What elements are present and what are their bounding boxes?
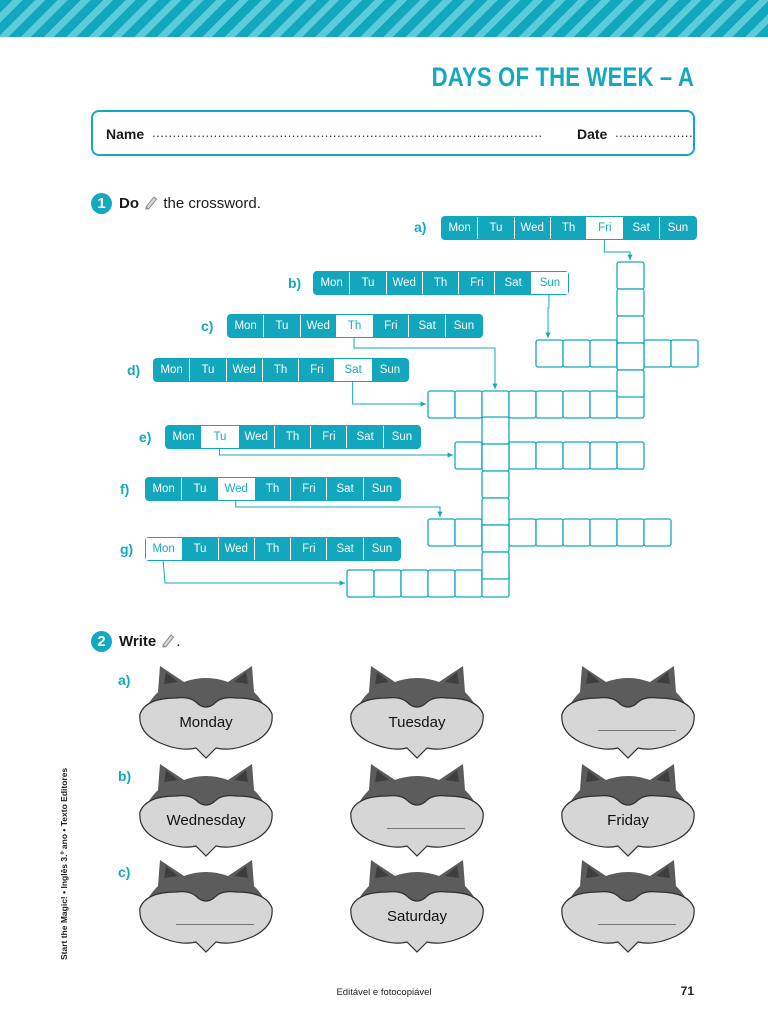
crossword-cell[interactable] [536,340,563,367]
crossword-cell[interactable] [536,391,563,418]
page-number: 71 [680,984,694,998]
crossword-cell[interactable] [509,519,536,546]
highlighted-day-cell: Mon [146,538,182,560]
fox-face [347,662,487,762]
fox-row-label: a) [118,672,131,688]
highlighted-day-cell: Tu [202,426,238,448]
fox-answer-line[interactable] [176,924,254,925]
day-cell: Sat [327,538,363,560]
fox-face [136,760,276,860]
day-cell: Sun [371,543,393,555]
highlighted-day-cell: Wed [219,478,255,500]
crossword-cell[interactable] [536,519,563,546]
crossword-cell[interactable] [671,340,698,367]
exercise-1-number: 1 [91,193,112,214]
crossword-day-row [145,537,401,561]
date-field[interactable]: ................... [615,125,694,140]
fox-face [347,760,487,860]
crossword-cell[interactable] [590,519,617,546]
fox-day-word: Saturday [386,908,448,925]
name-date-box [91,110,695,156]
crossword-cell[interactable] [428,519,455,546]
crossword-cell[interactable] [617,289,644,316]
day-cell: Th [263,359,299,381]
day-cell: Tu [182,538,218,560]
crossword-cell[interactable] [563,340,590,367]
crossword-cell[interactable] [482,552,509,579]
crossword-cell[interactable] [482,498,509,525]
connector-line [163,561,345,583]
day-cell: Th [255,478,291,500]
day-cell: Wed [301,315,337,337]
crossword-cell[interactable] [590,442,617,469]
arrow-head [437,512,442,517]
day-cell: Fri [373,315,409,337]
crossword-cell[interactable] [590,340,617,367]
arrow-head [545,333,550,338]
crossword-cell[interactable] [617,262,644,289]
crossword-day-row [165,425,421,449]
fox-day-word: Wednesday [166,812,246,829]
day-cell: Mon [166,426,202,448]
fox-day-word: Monday [179,714,233,731]
arrow-head [627,255,632,260]
crossword-cell[interactable] [617,316,644,343]
fox-face [558,856,698,956]
day-cell: Tu [182,478,218,500]
fox-row-label: c) [118,864,131,880]
day-cell: Wed [227,359,263,381]
fox-face [347,856,487,956]
fox-answer-line[interactable] [598,730,676,731]
exercise-1-instruction [119,194,261,212]
day-cell: Mon [442,217,478,239]
highlighted-day-cell: Th [337,315,373,337]
arrow-head [340,580,345,585]
exercise-2-verb: Write [119,633,157,650]
exercise-2-text: . [176,633,181,650]
day-cell: Tu [264,315,300,337]
day-cell: Th [423,272,459,294]
day-cell: Mon [146,478,182,500]
crossword-cell[interactable] [455,442,482,469]
crossword-cell[interactable] [509,442,536,469]
day-cell: Tu [190,359,226,381]
arrow-head [421,401,426,406]
crossword-row-label: g) [120,541,134,557]
highlighted-day-cell: Sat [335,359,371,381]
day-cell: Wed [239,426,275,448]
name-field[interactable]: ............................................................................................... [152,125,543,140]
crossword-cell[interactable] [428,391,455,418]
crossword-day-row [145,477,401,501]
crossword-cell[interactable] [617,343,644,370]
crossword-cell[interactable] [617,442,644,469]
crossword-cell[interactable] [617,391,644,418]
pencil-icon [143,194,159,210]
day-cell: Mon [314,272,350,294]
highlighted-day-cell: Sun [532,272,568,294]
day-cell: Th [551,217,587,239]
crossword-cell[interactable] [644,340,671,367]
day-cell: Mon [154,359,190,381]
crossword-day-row [227,314,483,338]
day-cell: Sat [495,272,531,294]
day-cell: Sun [667,222,689,234]
day-cell: Sat [409,315,445,337]
crossword-cell[interactable] [563,519,590,546]
day-cell: Sat [347,426,383,448]
crossword-cell[interactable] [455,519,482,546]
name-label: Name [106,126,145,142]
footer-text: Editável e fotocopiável [336,987,432,998]
crossword-cell[interactable] [482,442,509,469]
day-cell: Wed [387,272,423,294]
fox-face [136,662,276,762]
crossword-cell[interactable] [617,370,644,397]
exercise-1-text: the crossword. [159,195,261,212]
day-cell: Th [275,426,311,448]
fox-face [558,662,698,762]
crossword-row-label: d) [127,362,141,378]
crossword-cell[interactable] [482,391,509,418]
fox-face [558,760,698,860]
day-cell: Tu [478,217,514,239]
day-cell: Th [255,538,291,560]
day-cell: Fri [299,359,335,381]
crossword-cell[interactable] [590,391,617,418]
day-cell: Sat [623,217,659,239]
day-cell: Wed [515,217,551,239]
crossword-cell[interactable] [617,519,644,546]
pencil-icon [160,632,176,648]
crossword-row-label: c) [201,318,214,334]
header-stripe-bar [0,0,768,37]
connector-line [548,295,549,338]
day-cell: Mon [228,315,264,337]
crossword-cell[interactable] [482,519,509,546]
connector-line [604,240,630,260]
arrow-head [448,452,453,457]
fox-day-word: Friday [607,812,649,829]
crossword-row-label: f) [120,481,130,497]
crossword-cell[interactable] [482,444,509,471]
crossword-cell[interactable] [428,570,455,597]
crossword-cell[interactable] [401,570,428,597]
fox-face [136,856,276,956]
day-cell: Wed [219,538,255,560]
day-cell: Sun [453,320,475,332]
arrow-head [492,384,497,389]
crossword-cell[interactable] [455,391,482,418]
day-cell: Fri [459,272,495,294]
day-cell: Sat [327,478,363,500]
crossword-cell[interactable] [482,471,509,498]
date-label: Date [577,126,608,142]
crossword-cell[interactable] [347,570,374,597]
day-cell: Sun [379,364,401,376]
fox-row-label: b) [118,768,132,784]
crossword-cell[interactable] [536,442,563,469]
day-cell: Sun [391,431,413,443]
exercise-2-number: 2 [91,631,112,652]
crossword-day-row [313,271,569,295]
crossword-cell[interactable] [509,391,536,418]
connector-line [236,501,440,517]
crossword-row-label: b) [288,275,302,291]
connector-line [353,382,426,404]
highlighted-day-cell: Fri [587,217,623,239]
crossword-cell[interactable] [374,570,401,597]
crossword-day-row [153,358,409,382]
day-cell: Fri [291,538,327,560]
page-title: DAYS OF THE WEEK – A [431,62,694,92]
crossword-cell[interactable] [617,340,644,367]
day-cell: Sun [371,483,393,495]
crossword-cell[interactable] [563,391,590,418]
day-cell: Fri [291,478,327,500]
exercise-2-instruction [119,632,181,650]
crossword-cell[interactable] [563,442,590,469]
day-cell: Tu [350,272,386,294]
fox-answer-line[interactable] [598,924,676,925]
crossword-cell[interactable] [644,519,671,546]
crossword-cell[interactable] [482,570,509,597]
crossword-cell[interactable] [482,525,509,552]
crossword-cell[interactable] [455,570,482,597]
crossword-row-label: a) [414,219,427,235]
side-credit: Start the Magic! • Inglês 3.º ano • Texto Editores [59,767,69,960]
fox-day-word: Tuesday [388,714,446,731]
connector-line [219,449,453,455]
day-cell: Fri [311,426,347,448]
crossword-row-label: e) [139,429,152,445]
fox-answer-line[interactable] [387,828,465,829]
exercise-1-verb: Do [119,195,139,212]
crossword-day-row [441,216,697,240]
crossword-cell[interactable] [482,417,509,444]
